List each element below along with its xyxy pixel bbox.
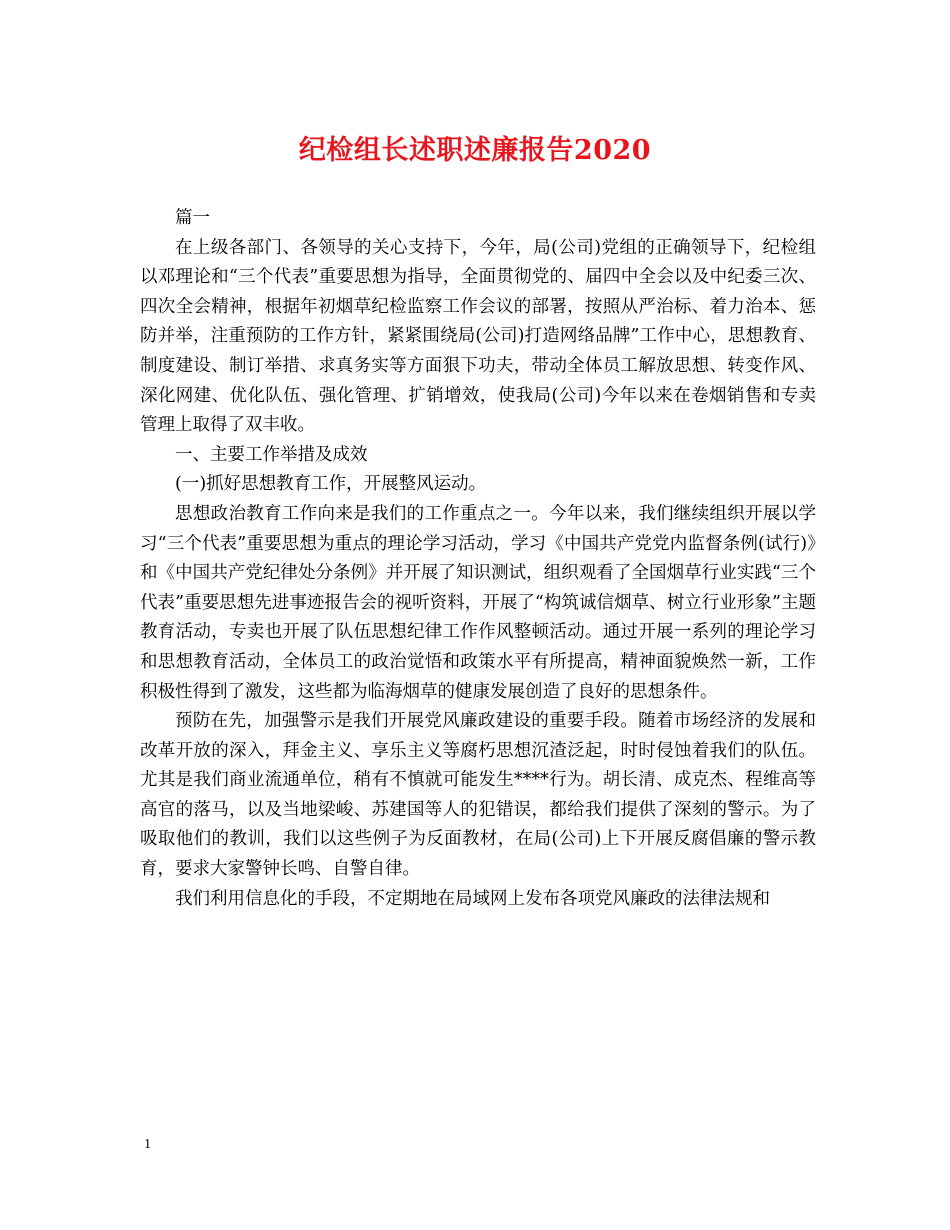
section-heading: 一、主要工作举措及成效 (175, 444, 368, 465)
body-paragraph: 预防在先，加强警示是我们开展党风廉政建设的重要手段。随着市场经济的发展和改革开放的深入，拜金主义、享乐主义等腐朽思想沉渣泛起，时时侵蚀着我们的队伍。尤其是我们商业流通单位，稍有不慎就可能发生****行为。胡长清、成克杰、程维高等高官的落马，以及当地梁峻、苏建国等人的犯错误，都给我们提供了深刻的警示。为了吸取他们的教训，我们以这些例子为反面教材，在局(公司)上下开展反腐倡廉的警示教育，要求大家警钟长鸣、自警自律。 (140, 711, 816, 880)
body-paragraph: 思想政治教育工作向来是我们的工作重点之一。今年以来，我们继续组织开展以学习“三个代表”重要思想为重点的理论学习活动，学习《中国共产党党内监督条例(试行)》和《中国共产党纪律处分条例》并开展了知识测试，组织观看了全国烟草行业实践“三个代表”重要思想先进事迹报告会的视听资料，开展了“构筑诚信烟草、树立行业形象”主题教育活动，专卖也开展了队伍思想纪律工作作风整顿活动。通过开展一系列的理论学习和思想教育活动，全体员工的政治觉悟和政策水平有所提高，精神面貌焕然一新，工作积极性得到了激发，这些都为临海烟草的健康发展创造了良好的思想条件。 (140, 503, 816, 702)
document-body (140, 204, 816, 914)
document-title: 纪检组长述职述廉报告2020 (298, 135, 652, 166)
body-paragraph: 在上级各部门、各领导的关心支持下，今年，局(公司)党组的正确领导下，纪检组以邓理论和“三个代表”重要思想为指导，全面贯彻党的、届四中全会以及中纪委三次、四次全会精神，根据年初烟草纪检监察工作会议的部署，按照从严治标、着力治本、惩防并举，注重预防的工作方针，紧紧围绕局(公司)打造网络品牌”工作中心，思想教育、制度建设、制订举措、求真务实等方面狠下功夫，带动全体员工解放思想、转变作风、深化网建、优化队伍、强化管理、扩销增效，使我局(公司)今年以来在卷烟销售和专卖管理上取得了双丰收。 (140, 237, 816, 436)
body-paragraph: 我们利用信息化的手段，不定期地在局域网上发布各项党风廉政的法律法规和 (175, 888, 770, 909)
section-label: 篇一 (175, 208, 210, 228)
subsection-heading: (一)抓好思想教育工作，开展整风运动。 (175, 474, 487, 495)
page-number: 1 (144, 1137, 151, 1152)
